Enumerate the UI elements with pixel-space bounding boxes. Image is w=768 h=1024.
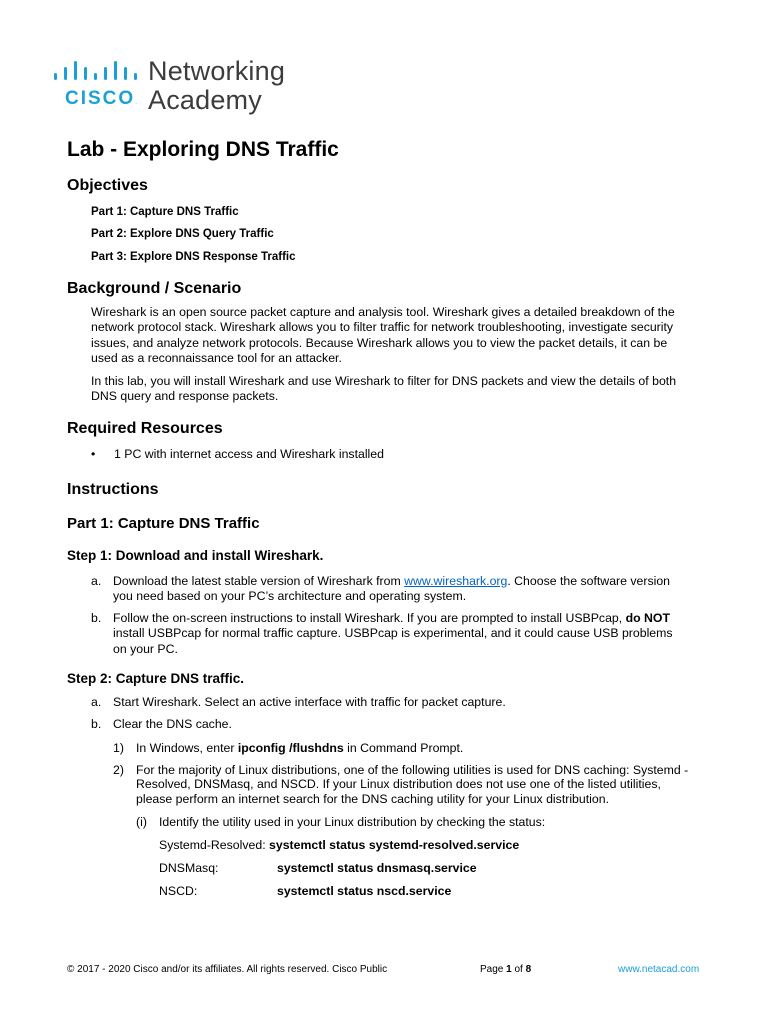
text-line: used as a reconnaissance tool for an attacker.	[91, 351, 342, 366]
command-text: systemctl status nscd.service	[277, 884, 452, 898]
instructions-heading: Instructions	[67, 481, 159, 498]
page-current: 1	[506, 964, 512, 975]
step2-sub-i: Identify the utility used in your Linux distribution by checking the status:	[159, 815, 546, 829]
text-span: Download the latest stable version of Wireshark from	[113, 574, 405, 588]
step1-heading: Step 1: Download and install Wireshark.	[67, 548, 324, 563]
cisco-bars-icon	[52, 58, 142, 84]
text-span: Follow the on-screen instructions to install Wireshark. If you are prompted to install USBPcap,	[113, 611, 626, 625]
background-heading: Background / Scenario	[67, 280, 242, 297]
list-marker: 1)	[113, 741, 124, 755]
step2-item-b: Clear the DNS cache.	[113, 717, 232, 731]
objective-item: Part 2: Explore DNS Query Traffic	[91, 228, 274, 240]
command-text: systemctl status systemd-resolved.service	[269, 838, 520, 852]
list-marker: b.	[91, 611, 102, 625]
cisco-networking-academy-logo	[52, 58, 312, 118]
command-text: systemctl status dnsmasq.service	[277, 861, 477, 875]
resources-heading: Required Resources	[67, 420, 223, 437]
step2-sub-2	[136, 763, 706, 806]
step2-sub-1	[136, 741, 463, 756]
utility-row	[159, 838, 519, 853]
resource-item: 1 PC with internet access and Wireshark installed	[114, 447, 384, 461]
footer-url-link[interactable]: www.netacad.com	[618, 964, 700, 975]
footer-copyright: © 2017 - 2020 Cisco and/or its affiliates. All rights reserved. Cisco Public	[67, 964, 388, 975]
step2-item-a: Start Wireshark. Select an active interface with traffic for packet capture.	[113, 695, 506, 709]
objective-item: Part 1: Capture DNS Traffic	[91, 206, 239, 218]
text-span: In Windows, enter	[136, 741, 238, 755]
text-line: install USBPcap for normal traffic capture. USBPcap is experimental, and it could cause USB problems	[113, 626, 673, 641]
objective-item: Part 3: Explore DNS Response Traffic	[91, 251, 296, 263]
text-line: Resolved, DNSMasq, and NSCD. If your Linux distribution does not use one of the listed utilities,	[136, 777, 661, 792]
text-line: please perform an internet search for the DNS caching utility for your Linux distribution.	[136, 791, 609, 806]
text-line: Wireshark is an open source packet capture and analysis tool. Wireshark gives a detailed breakdown of the	[91, 305, 675, 319]
text-line: on your PC.	[113, 641, 178, 656]
objectives-heading: Objectives	[67, 177, 148, 194]
text-line: For the majority of Linux distributions, one of the following utilities is used for DNS caching: Systemd -	[136, 763, 689, 777]
step1-item-b	[113, 611, 703, 657]
bullet-icon: •	[91, 447, 96, 461]
step2-heading: Step 2: Capture DNS traffic.	[67, 671, 245, 686]
page-total: 8	[525, 964, 532, 975]
list-marker: a.	[91, 695, 102, 709]
text-line: you need based on your PC’s architecture and operating system.	[113, 589, 467, 604]
utility-label: Systemd-Resolved:	[159, 838, 270, 852]
text-line: network protocol stack. Wireshark allows you to filter traffic for network troubleshooting, investigate security	[91, 320, 674, 335]
utility-label: DNSMasq:	[159, 861, 219, 875]
footer-page-number	[480, 964, 531, 975]
list-marker: (i)	[136, 815, 147, 829]
background-paragraph-1	[91, 305, 691, 367]
text-line: DNS query and response packets.	[91, 389, 279, 404]
background-paragraph-2	[91, 374, 691, 405]
text-span: of	[511, 964, 526, 975]
list-marker: b.	[91, 717, 102, 731]
wireshark-link[interactable]: www.wireshark.org	[404, 574, 508, 588]
text-line: In this lab, you will install Wireshark and use Wireshark to filter for DNS packets and view the details of both	[91, 374, 677, 388]
part1-heading: Part 1: Capture DNS Traffic	[67, 515, 260, 532]
emphasis-text: do NOT	[625, 611, 670, 625]
logo-academy: Academy	[148, 85, 262, 115]
list-marker: a.	[91, 574, 102, 588]
list-marker: 2)	[113, 763, 124, 777]
step1-item-a	[113, 574, 703, 605]
text-span: Page	[480, 964, 507, 975]
logo-networking: Networking	[148, 56, 286, 86]
cisco-wordmark: CISCO.	[65, 88, 137, 109]
page-title: Lab - Exploring DNS Traffic	[67, 138, 339, 161]
text-span: in Command Prompt.	[343, 741, 464, 755]
text-span: . Choose the software version	[507, 574, 671, 588]
text-line: issues, and analyze network protocols. Because Wireshark allows you to view the packet details, it can be	[91, 335, 668, 350]
command-text: ipconfig /flushdns	[237, 741, 344, 755]
utility-label: NSCD:	[159, 884, 198, 898]
